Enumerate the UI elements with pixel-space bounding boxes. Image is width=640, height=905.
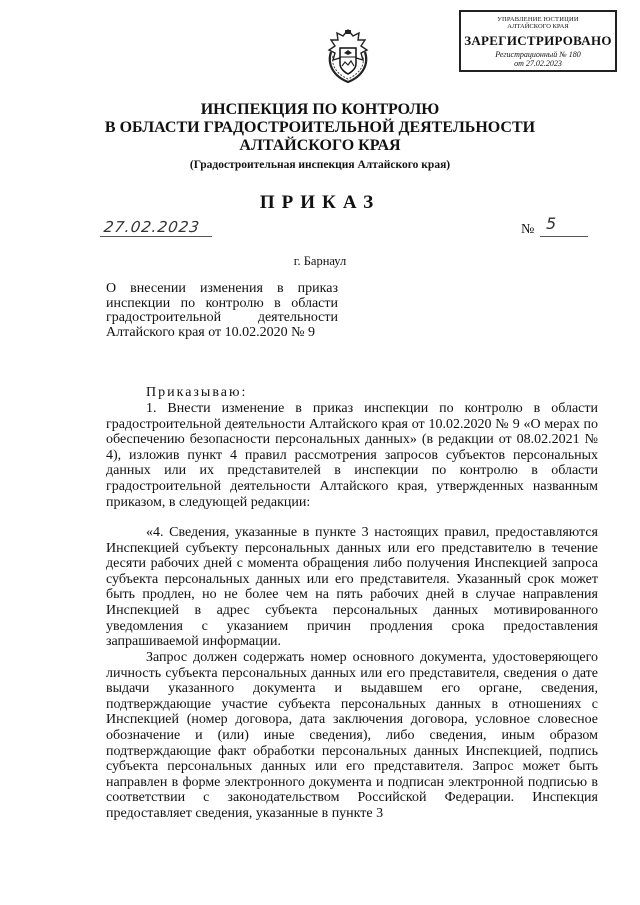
paragraph-1 — [106, 401, 598, 510]
handwritten-date: 27.02.2023 — [102, 218, 202, 236]
stamp-line-1: УПРАВЛЕНИЕ ЮСТИЦИИ — [497, 16, 579, 23]
number-label: № — [521, 222, 535, 237]
coat-of-arms-icon — [323, 28, 373, 84]
stamp-reg-number: Регистрационный № 180 — [495, 50, 581, 59]
order-word: Приказываю: — [146, 385, 248, 400]
paragraph-2 — [106, 525, 598, 650]
org-short-name: (Градостроительная инспекция Алтайского края) — [189, 159, 451, 171]
registration-stamp — [459, 10, 617, 72]
document-type-title: ПРИКАЗ — [259, 192, 381, 213]
number-underline — [540, 236, 588, 237]
org-name-line-3: АЛТАЙСКОГО КРАЯ — [239, 137, 401, 154]
stamp-line-2: АЛТАЙСКОГО КРАЯ — [507, 23, 569, 30]
handwritten-number: 5 — [546, 214, 557, 233]
stamp-status: ЗАРЕГИСТРИРОВАНО — [464, 33, 612, 48]
paragraph-text: «4. Сведения, указанные в пункте 3 настоящих правил, предоставляются Инспекцией субъекту персональных данных или его представителю в течение десяти рабочих дней с момента обращения либо получения Инспекцией запроса субъекта персональных данных или его представителя. Указанный срок может быть продлен, но не более чем на пять рабочих дней в случае направления Инспекцией в адрес субъекта персональных данных мотивированного уведомления с указанием причин продления срока предоставления запрашиваемой информации. — [106, 525, 598, 650]
org-name-line-2: В ОБЛАСТИ ГРАДОСТРОИТЕЛЬНОЙ ДЕЯТЕЛЬНОСТИ — [104, 119, 536, 136]
date-underline — [100, 236, 212, 237]
city-line: г. Барнаул — [293, 254, 347, 268]
stamp-reg-date: от 27.02.2023 — [514, 59, 562, 68]
paragraph-text: 1. Внести изменение в приказ инспекции по контролю в области градостроительной деятельности Алтайского края от 10.02.2020 № 9 «О мерах по обеспечению безопасности персональных данных» (в редакции от 08.02.2021 № 4), изложив пункт 4 правил рассмотрения запросов субъектов персональных данных или их представителей в инспекции по контролю в области градостроительной деятельности Алтайского края, утвержденных названным приказом, в следующей редакции: — [106, 401, 598, 510]
paragraph-text: Запрос должен содержать номер основного документа, удостоверяющего личность субъекта персональных данных или его представителя, сведения о дате выдачи указанного документа и выдавшем его органе, сведения, подтверждающие участие субъекта персональных данных в отношениях с Инспекцией (номер договора, дата заключения договора, условное словесное обозначение и (или) иные сведения), либо сведения, иным образом подтверждающие факт обработки персональных данных Инспекцией, подпись субъекта персональных данных или его представителя. Запрос может быть направлен в форме электронного документа и подписан электронной подписью в соответствии с законодательством Российской Федерации. Инспекция предоставляет сведения, указанные в пункте 3 — [106, 650, 598, 821]
order-subject: О внесении изменения в приказ инспекции по контролю в области градостроительной деятельности Алтайского края от 10.02.2020 № 9 — [106, 281, 338, 340]
org-name-line-1: ИНСПЕКЦИЯ ПО КОНТРОЛЮ — [200, 101, 440, 118]
paragraph-3 — [106, 650, 598, 822]
